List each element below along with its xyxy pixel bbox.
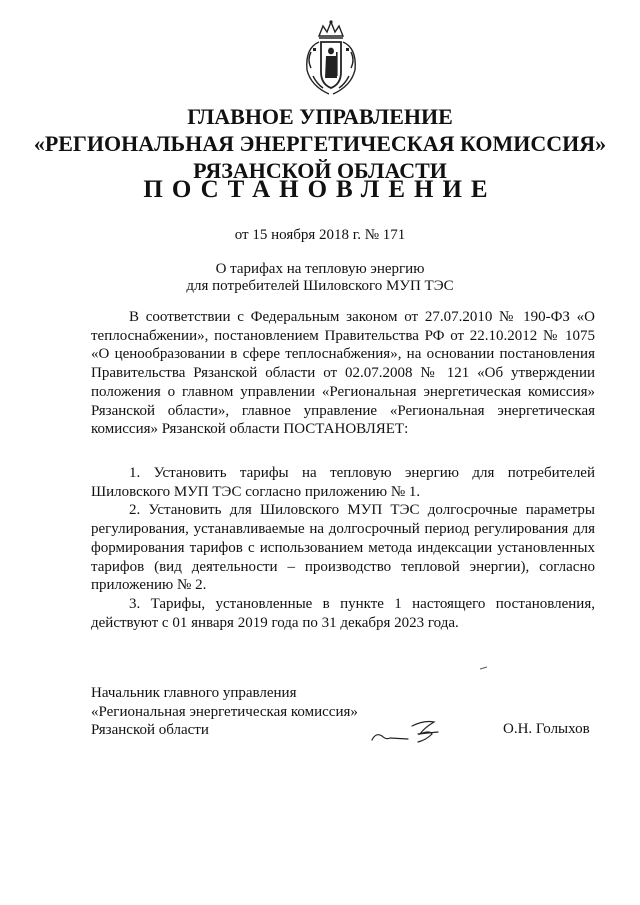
position-line-1: Начальник главного управления <box>91 685 297 701</box>
authority-line-3: РЯЗАНСКОЙ ОБЛАСТИ <box>193 158 447 183</box>
coat-of-arms-icon <box>299 18 363 100</box>
subject-line-2: для потребителей Шиловского МУП ТЭС <box>186 278 454 294</box>
position-line-2: «Региональная энергетическая комиссия» <box>91 703 358 720</box>
resolution-item-1: 1. Установить тарифы на тепловую энергию для потребителей Шиловского МУП ТЭС согласно приложению № 1. <box>91 465 595 500</box>
issuing-authority <box>0 103 640 184</box>
scan-speck <box>480 666 488 670</box>
position-line-3: Рязанской области <box>91 722 209 739</box>
subject-line-1: О тарифах на тепловую энергию <box>215 261 425 277</box>
document-subject <box>0 261 640 295</box>
date-and-number: от 15 ноября 2018 г. № 171 <box>234 227 406 243</box>
preamble <box>91 308 595 439</box>
handwritten-signature <box>368 712 448 748</box>
preamble-text: В соответствии с Федеральным законом от 27.07.2010 № 190-ФЗ «О теплоснабжении», постановлением Правительства РФ от 22.10.2012 № 1075 «О ценообразовании в сфере теплоснабжения», на основании постановления Правительства Рязанской области от 02.07.2008 № 121 «Об утверждении положения о главном управлении «Региональная энергетическая комиссия» Рязанской области», главное управление «Региональная энергетическая комиссия» Рязанской области ПОСТАНОВЛЯЕТ: <box>91 309 595 438</box>
authority-line-1: ГЛАВНОЕ УПРАВЛЕНИЕ <box>187 104 453 129</box>
signatory-name: О.Н. Голыхов <box>503 721 590 737</box>
signatory-position <box>91 684 358 740</box>
resolution-items <box>91 464 595 632</box>
document-type: ПОСТАНОВЛЕНИЕ <box>143 176 497 203</box>
resolution-item-3: 3. Тарифы, установленные в пункте 1 настоящего постановления, действуют с 01 января 2019 года по 31 декабря 2023 года. <box>91 595 595 631</box>
resolution-item-2: 2. Установить для Шиловского МУП ТЭС долгосрочные параметры регулирования, устанавливаемые на долгосрочный период регулирования для формирования тарифов с использованием метода индексации установленных тарифов (вид деятельности – производство тепловой энергии), согласно приложению № 2. <box>91 502 595 594</box>
authority-line-2: «РЕГИОНАЛЬНАЯ ЭНЕРГЕТИЧЕСКАЯ КОМИССИЯ» <box>33 131 607 156</box>
